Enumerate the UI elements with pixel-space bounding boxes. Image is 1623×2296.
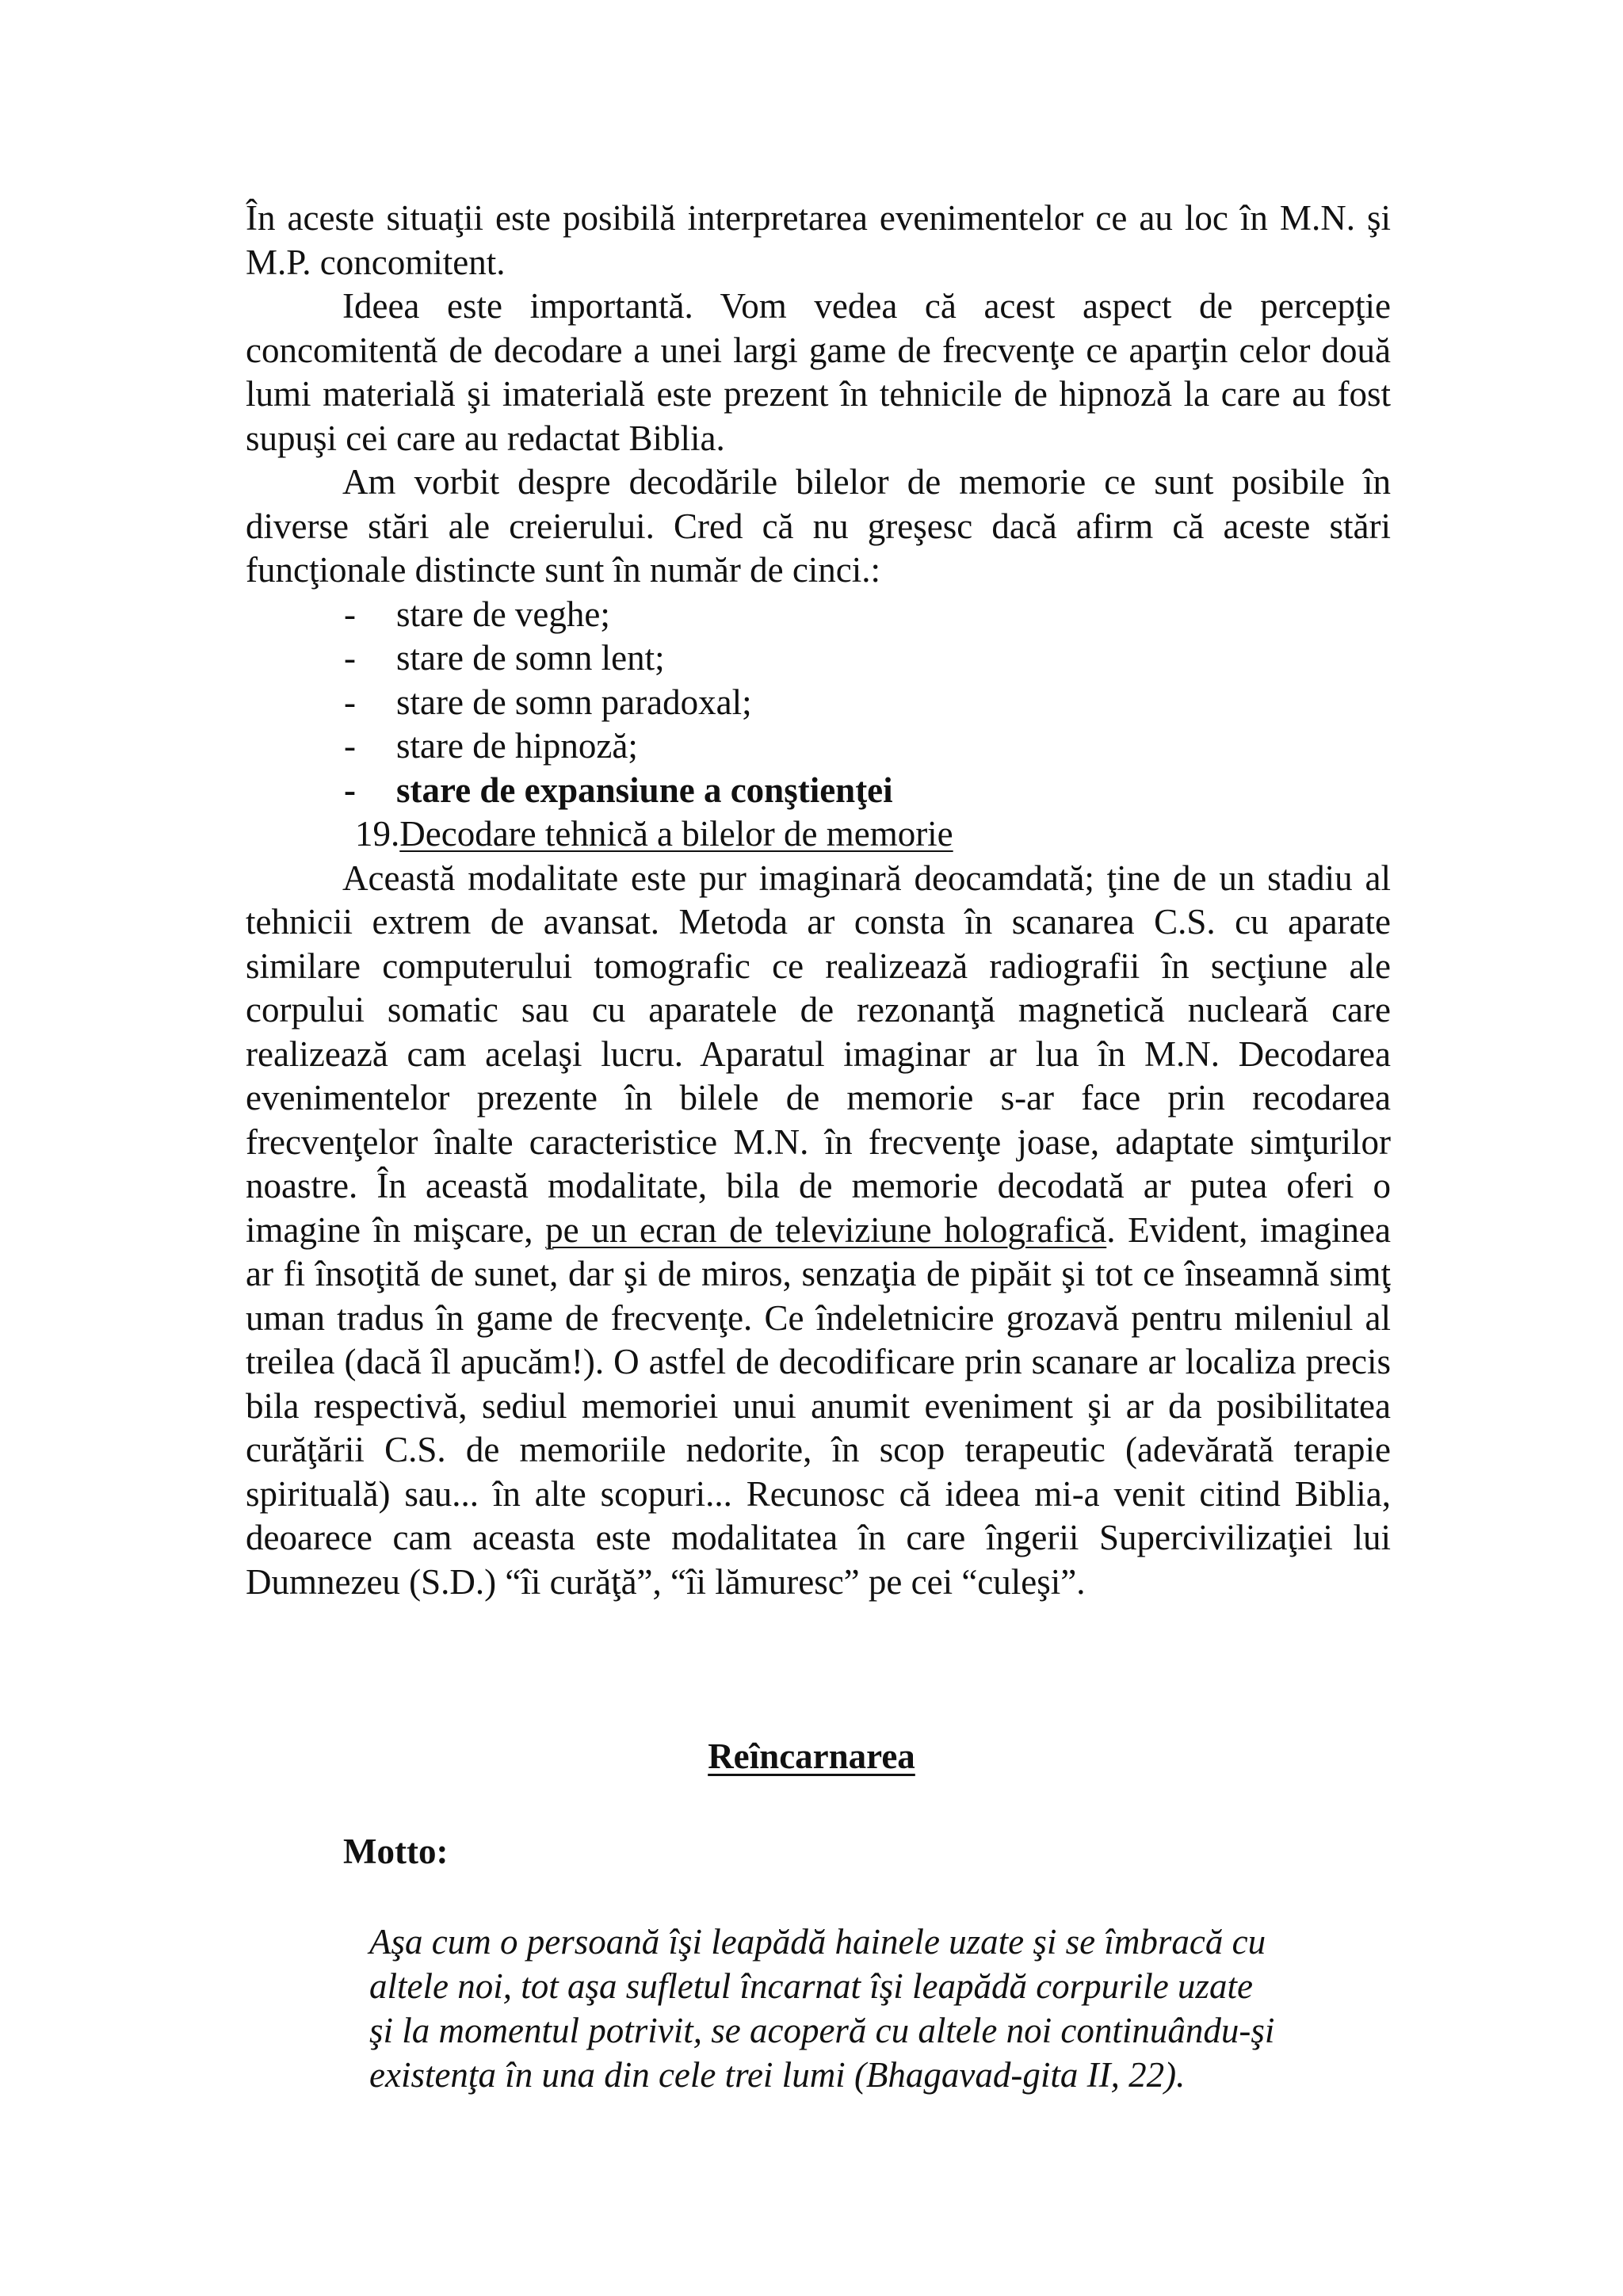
list-item — [246, 636, 1391, 681]
list-item-text: stare de hipnoză; — [396, 726, 638, 766]
paragraph-situations: În aceste situaţii este posibilă interpretarea evenimentelor ce au loc în M.N. şi M.P. concomitent. — [246, 198, 1391, 282]
list-item-text: stare de somn lent; — [396, 638, 665, 678]
section-number: 19. — [355, 814, 400, 854]
paragraph-brain-states: Am vorbit despre decodările bilelor de memorie ce sunt posibile în diverse stări ale creierului. Cred că nu greşesc dacă afirm că aceste stări funcţionale distincte sunt în număr de cinci.: — [246, 462, 1391, 590]
list-item — [246, 593, 1391, 637]
brain-states-list — [246, 593, 1391, 813]
underlined-phrase: pe un ecran de televiziune holografică — [545, 1209, 1107, 1250]
chapter-heading: Reîncarnarea — [708, 1736, 915, 1776]
section-heading-19 — [246, 812, 1391, 857]
motto-line: şi la momentul potrivit, se acoperă cu altele noi continuându-şi — [369, 2011, 1275, 2050]
motto-line: existenţa în una din cele trei lumi (Bhagavad-gita II, 22). — [369, 2055, 1186, 2095]
body-text — [246, 197, 1391, 1604]
paragraph-technical-decoding — [246, 857, 1391, 1605]
list-dash: - — [344, 726, 356, 766]
paragraph-text: Această modalitate este pur imaginară deocamdată; ţine de un stadiu al tehnicii extrem de avansat. Metoda ar consta în scanarea C.S. cu aparate similare computerului tomografic ce realizează radiografii în secţiune ale corpului somatic sau cu aparatele de rezonanţă magnetică nucleară care realizează cam acelaşi lucru. Aparatul imaginar ar lua în M.N. Decodarea evenimentelor prezente în bilele de memorie s-ar face prin recodarea frecvenţelor înalte caracteristice M.N. în frecvenţe joase, adaptate simţurilor noastre. În această modalitate, bila de memorie decodată ar putea oferi o imagine în mişcare, — [246, 858, 1391, 1250]
section-title: Decodare tehnică a bilelor de memorie — [399, 814, 953, 854]
list-item-text: stare de expansiune a conştienţei — [396, 770, 893, 810]
list-item — [246, 681, 1391, 725]
list-item — [246, 724, 1391, 769]
motto-line: altele noi, tot aşa sufletul încarnat îşi leapădă corpurile uzate — [369, 1966, 1253, 2006]
motto-line: Aşa cum o persoană îşi leapădă hainele uzate şi se îmbracă cu — [369, 1922, 1266, 1962]
list-dash: - — [344, 638, 356, 678]
paragraph-idea: Ideea este importantă. Vom vedea că acest aspect de percepţie concomitentă de decodare a unei largi game de frecvenţe ce aparţin celor două lumi materială şi imaterială este prezent în tehnicile de hipnoză la care au fost supuşi cei care au redactat Biblia. — [246, 286, 1391, 458]
list-dash: - — [344, 594, 356, 634]
motto-quote — [369, 1920, 1392, 2097]
motto-label: Motto: — [343, 1832, 449, 1871]
paragraph-text: . Evident, imaginea ar fi însoţită de sunet, dar şi de miros, senzaţia de pipăit şi tot ce înseamnă simţ uman tradus în game de frecvenţe. Ce îndeletnicire grozavă pentru mileniul al treilea (dacă îl apucăm!). O astfel de decodificare prin scanare ar localiza precis bila respectivă, sediul memoriei unui anumit eveniment şi ar da posibilitatea curăţării C.S. de memoriile nedorite, în scop terapeutic (adevărată terapie spirituală) sau... în alte scopuri... Recunosc că ideea mi-a venit citind Biblia, deoarece cam aceasta este modalitatea în care îngerii Supercivilizaţiei lui Dumnezeu (S.D.) “îi curăţă”, “îi lămuresc” pe cei “culeşi”. — [246, 1209, 1391, 1602]
list-item-text: stare de somn paradoxal; — [396, 682, 752, 722]
list-item — [246, 769, 1391, 813]
list-dash: - — [344, 770, 356, 810]
list-dash: - — [344, 682, 356, 722]
list-item-text: stare de veghe; — [396, 594, 610, 634]
